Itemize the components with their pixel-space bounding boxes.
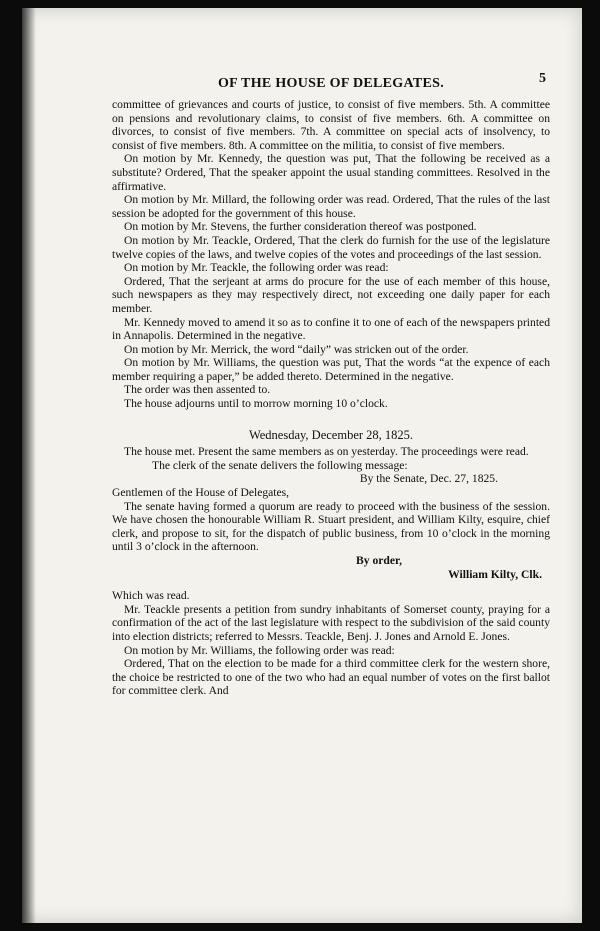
paragraph: Which was read.: [112, 589, 190, 603]
paragraph: committee of grievances and courts of justice, to consist of five members. 5th. A committee on pensions and revolutionary claims, to consist of five members. 6th. A committee on divorces, to consist of five members. 7th. A committee on special acts of insolvency, to consist of five members. 8th. A committee on the militia, to consist of five members.: [112, 98, 550, 152]
header-title: OF THE HOUSE OF DELEGATES.: [217, 76, 445, 91]
page-binding-shadow: [22, 8, 36, 923]
paragraph: The order was then assented to.: [124, 383, 271, 397]
paragraph: The house met. Present the same members as on yesterday. The proceedings were read.: [124, 445, 529, 459]
paragraph: Ordered, That on the election to be made for a third committee clerk for the western shore, the choice be restricted to one of the two who had an equal number of votes on the first ballot for committee clerk. And: [112, 657, 550, 698]
paragraph: On motion by Mr. Millard, the following order was read. Ordered, That the rules of the last session be adopted for the government of this house.: [112, 193, 550, 220]
paragraph: The clerk of the senate delivers the following message:: [152, 458, 408, 472]
paragraph: On motion by Mr. Williams, the following order was read:: [124, 643, 395, 657]
page-number: 5: [539, 71, 546, 86]
paragraph: Ordered, That the serjeant at arms do procure for the use of each member of this house, such newspapers as they may respectively direct, not exceeding one daily paper for each member.: [112, 274, 550, 315]
signature: William Kilty, Clk.: [448, 567, 542, 581]
salutation: Gentlemen of the House of Delegates,: [112, 486, 290, 500]
paragraph: On motion by Mr. Merrick, the word “daily” was stricken out of the order.: [124, 342, 469, 356]
paragraph: On motion by Mr. Williams, the question was put, That the words “at the expence of each member requiring a paper,” be added thereto. Determined in the negative.: [112, 356, 550, 383]
paragraph: On motion by Mr. Kennedy, the question was put, That the following be received as a substitute? Ordered, That the speaker appoint the usual standing committees. Resolved in the affirmative.: [112, 152, 550, 193]
paragraph: Mr. Kennedy moved to amend it so as to confine it to one of each of the newspapers printed in Annapolis. Determined in the negative.: [112, 315, 550, 343]
message-body: The senate having formed a quorum are ready to proceed with the business of the session. We have chosen the honourable William R. Stuart president, and William Kilty, esquire, chief clerk, and propose to sit, for the dispatch of public business, from 10 o’clock in the morning until 3 o’clock in the afternoon.: [112, 499, 550, 554]
paragraph: The house adjourns until to morrow morning 10 o’clock.: [124, 397, 388, 411]
by-order-line: By order,: [356, 554, 402, 567]
senate-date-line: By the Senate, Dec. 27, 1825.: [359, 472, 498, 486]
paragraph: On motion by Mr. Teackle, the following order was read:: [124, 261, 389, 275]
running-header: [112, 72, 550, 96]
page-content: [112, 72, 550, 698]
scan-border: [582, 0, 600, 931]
date-heading: Wednesday, December 28, 1825.: [248, 427, 414, 442]
paragraph: On motion by Mr. Teackle, Ordered, That the clerk do furnish for the use of the legislature twelve copies of the laws, and twelve copies of the votes and proceedings of the last session.: [112, 233, 550, 261]
paragraph: On motion by Mr. Stevens, the further consideration thereof was postponed.: [124, 220, 477, 234]
paragraph: Mr. Teackle presents a petition from sundry inhabitants of Somerset county, praying for a confirmation of the act of the last legislature with respect to the subdivision of the said county into election districts; referred to Messrs. Teackle, Benj. J. Jones and Arnold E. Jones.: [112, 602, 550, 643]
